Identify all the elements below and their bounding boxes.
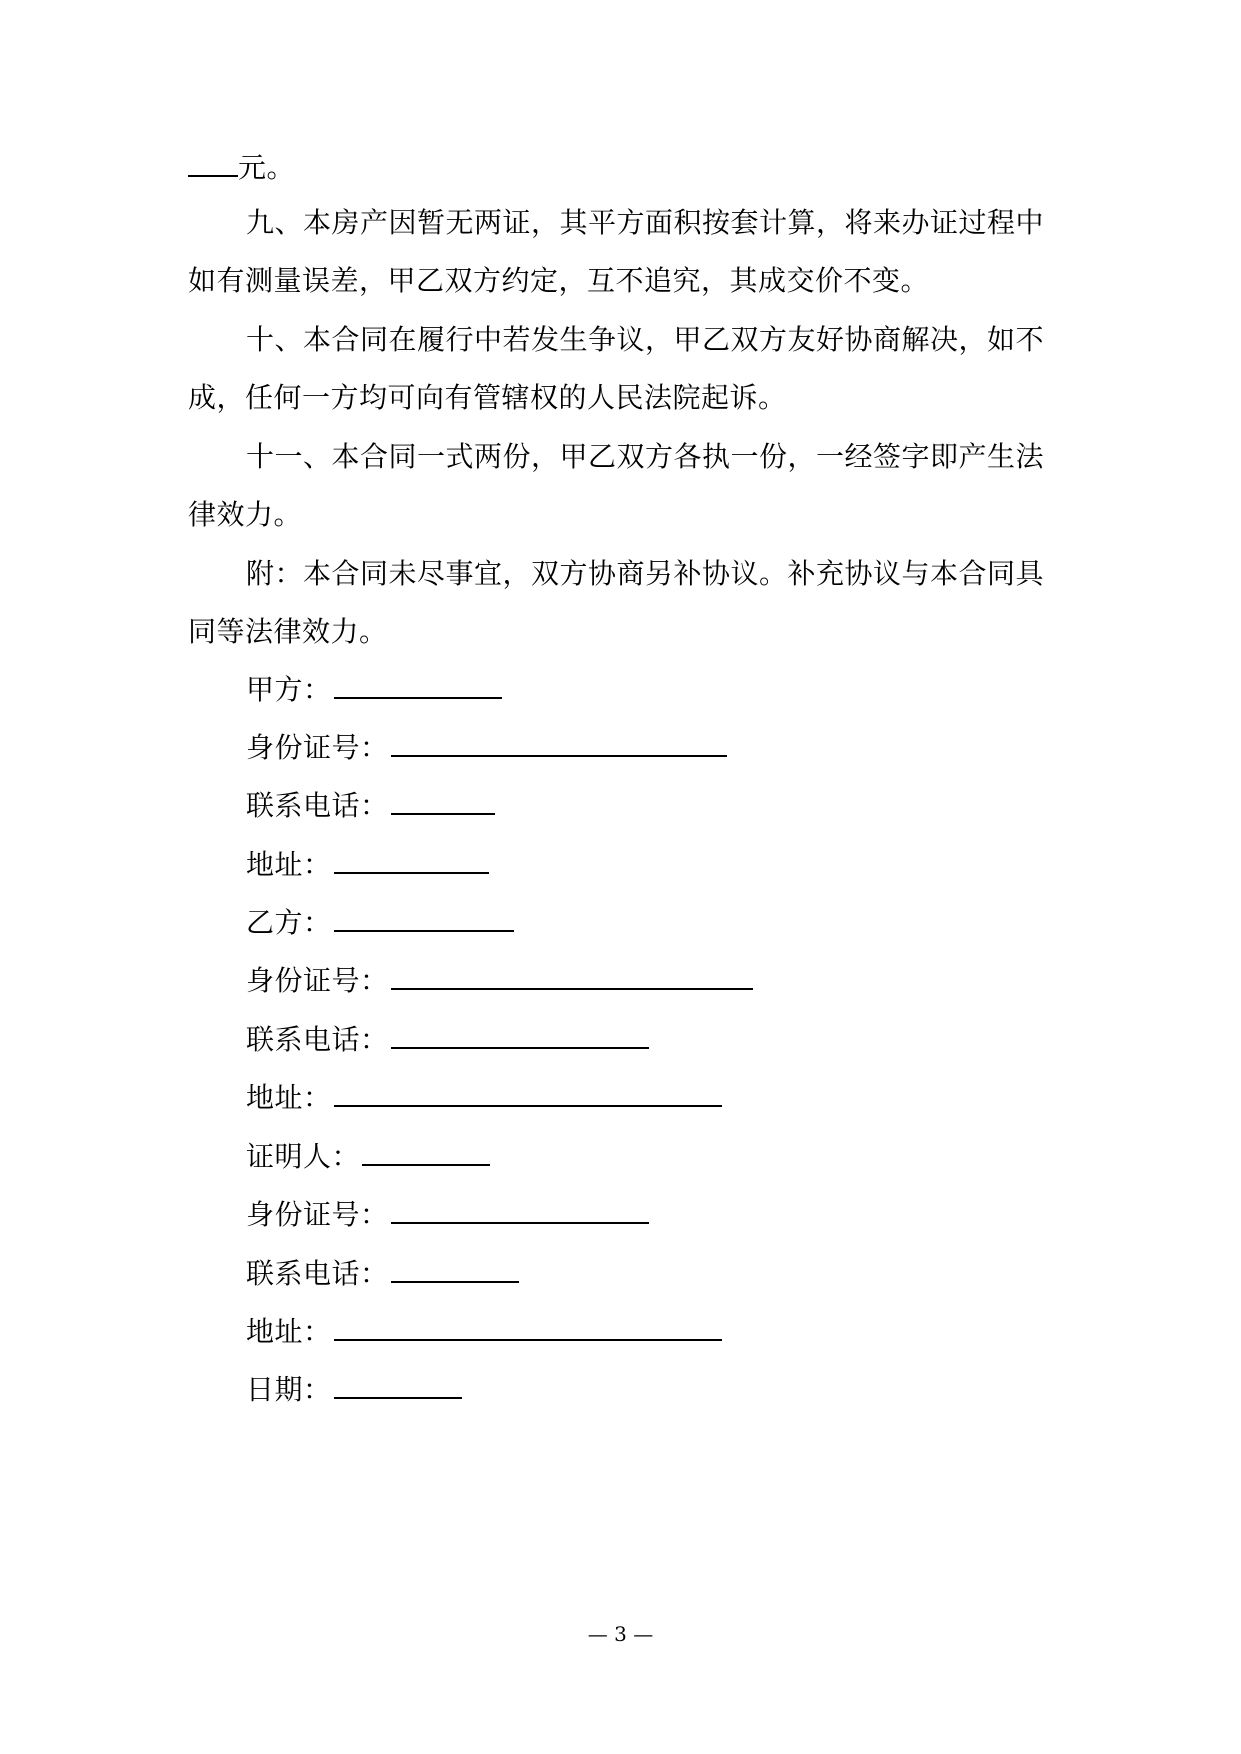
party-a-id-field <box>246 728 727 768</box>
field-label: 联系电话： <box>246 1257 389 1290</box>
signature-blank[interactable] <box>391 1196 649 1224</box>
signature-blank[interactable] <box>362 1138 490 1166</box>
clause-11-line-1: 十一、本合同一式两份，甲乙双方各执一份，一经签字即产生法 <box>246 440 1045 473</box>
party-a-address-field <box>246 845 489 885</box>
signature-blank[interactable] <box>391 1255 519 1283</box>
clause-9-line-2: 如有测量误差，甲乙双方约定，互不追究，其成交价不变。 <box>188 264 930 297</box>
party-b-field <box>246 903 514 943</box>
field-label: 联系电话： <box>246 789 389 822</box>
party-a-phone-field <box>246 786 495 826</box>
attachment-line-2: 同等法律效力。 <box>188 615 388 648</box>
clause-10-line-2: 成，任何一方均可向有管辖权的人民法院起诉。 <box>188 381 787 414</box>
field-label: 地址： <box>246 1315 332 1348</box>
blank-underline <box>188 149 238 177</box>
signature-blank[interactable] <box>334 846 489 874</box>
clause-10-line-1: 十、本合同在履行中若发生争议，甲乙双方友好协商解决，如不 <box>246 323 1045 356</box>
signature-blank[interactable] <box>391 962 753 990</box>
paragraph-tail <box>188 148 295 188</box>
field-label: 地址： <box>246 1081 332 1114</box>
field-label: 日期： <box>246 1373 332 1406</box>
page-number: — 3 — <box>587 1622 654 1646</box>
field-label: 身份证号： <box>246 1198 389 1231</box>
field-label: 甲方： <box>246 673 332 706</box>
witness-id-field <box>246 1195 649 1235</box>
field-label: 联系电话： <box>246 1023 389 1056</box>
signature-blank[interactable] <box>334 671 502 699</box>
signature-blank[interactable] <box>334 1079 722 1107</box>
signature-blank[interactable] <box>334 904 514 932</box>
party-b-address-field <box>246 1078 722 1118</box>
field-label: 身份证号： <box>246 731 389 764</box>
field-label: 地址： <box>246 848 332 881</box>
signature-blank[interactable] <box>391 787 495 815</box>
witness-field <box>246 1137 490 1177</box>
attachment-line-1: 附：本合同未尽事宜，双方协商另补协议。补充协议与本合同具 <box>246 557 1045 590</box>
witness-address-field <box>246 1312 722 1352</box>
field-label: 乙方： <box>246 906 332 939</box>
party-b-phone-field <box>246 1020 649 1060</box>
signature-blank[interactable] <box>334 1313 722 1341</box>
paragraph-tail-text: 元。 <box>238 151 296 184</box>
field-label: 证明人： <box>246 1140 361 1173</box>
clause-11-line-2: 律效力。 <box>188 498 303 531</box>
field-label: 身份证号： <box>246 964 389 997</box>
signature-blank[interactable] <box>334 1371 462 1399</box>
witness-phone-field <box>246 1254 519 1294</box>
party-b-id-field <box>246 961 753 1001</box>
signature-blank[interactable] <box>391 1021 649 1049</box>
party-a-field <box>246 670 502 710</box>
date-field <box>246 1370 462 1410</box>
clause-9-line-1: 九、本房产因暂无两证，其平方面积按套计算，将来办证过程中 <box>246 206 1045 239</box>
signature-blank[interactable] <box>391 729 727 757</box>
